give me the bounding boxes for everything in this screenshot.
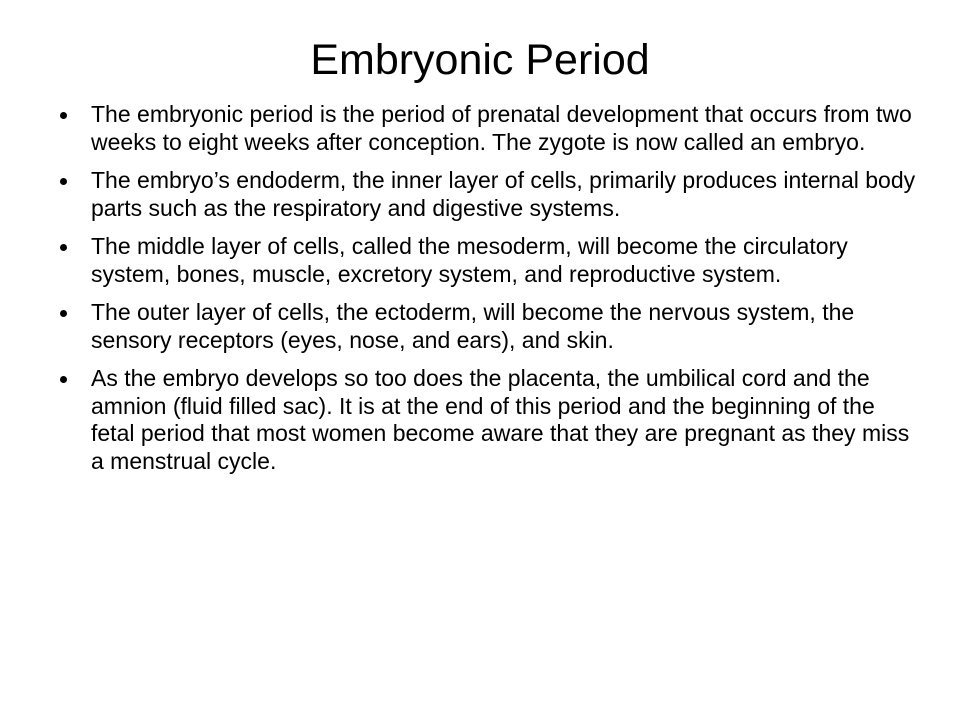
bullet-item-1 [60, 101, 920, 156]
bullet-item-5 [60, 365, 920, 475]
bullet-item-4 [60, 299, 920, 354]
bullet-dot-icon [60, 376, 67, 383]
bullet-text: As the embryo develops so too does the placenta, the umbilical cord and the amnion (fluid filled sac). It is at the end of this period and the beginning of the fetal period that most women become aware that they are pregnant as they miss a menstrual cycle. [91, 365, 910, 474]
bullet-dot-icon [60, 244, 67, 251]
bullet-list [60, 101, 920, 486]
bullet-item-2 [60, 167, 920, 222]
bullet-dot-icon [60, 178, 67, 185]
bullet-dot-icon [60, 112, 67, 119]
bullet-text: The embryo’s endoderm, the inner layer of cells, primarily produces internal body parts such as the respiratory and digestive systems. [91, 167, 916, 221]
bullet-dot-icon [60, 310, 67, 317]
bullet-text: The embryonic period is the period of prenatal development that occurs from two weeks to eight weeks after conception. The zygote is now called an embryo. [91, 101, 912, 155]
bullet-item-3 [60, 233, 920, 288]
bullet-text: The outer layer of cells, the ectoderm, will become the nervous system, the sensory receptors (eyes, nose, and ears), and skin. [91, 299, 855, 353]
bullet-text: The middle layer of cells, called the mesoderm, will become the circulatory system, bones, muscle, excretory system, and reproductive system. [91, 233, 848, 287]
slide-title: Embryonic Period [310, 36, 650, 84]
